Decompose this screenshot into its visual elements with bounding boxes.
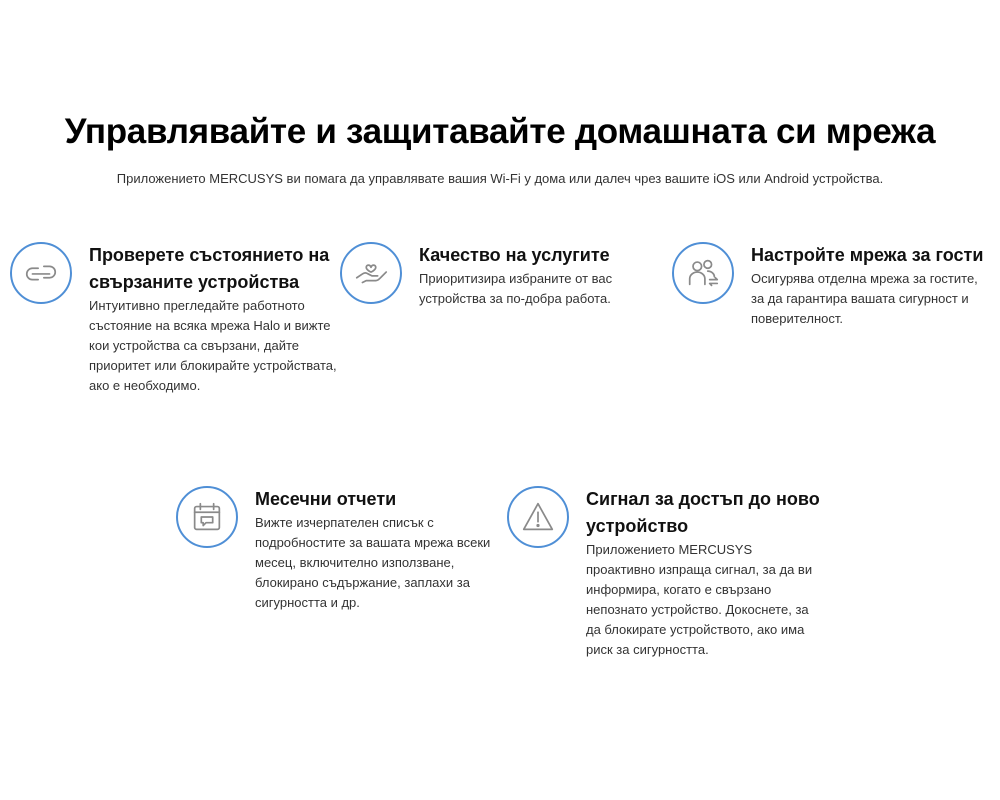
page-title: Управлявайте и защитавайте домашната си мрежа	[64, 112, 936, 151]
guests-icon	[672, 242, 734, 304]
feature-description: Интуитивно прегледайте работното състояние на всяка мрежа Halo и вижте кои устройства са свързани, дайте приоритет или блокирайте устройствата, ако е необходимо.	[89, 298, 337, 393]
warning-icon	[507, 486, 569, 548]
feature-description: Приложението MERCUSYS проактивно изпраща сигнал, за да ви информира, когато е свързано непознато устройство. Докоснете, за да блокирате устройството, ако има риск за сигурността.	[586, 542, 813, 657]
feature-description: Приоритизира избраните от вас устройства за по-добра работа.	[419, 271, 613, 306]
feature-description: Осигурява отделна мрежа за гостите, за да гарантира вашата сигурност и поверителност.	[751, 271, 978, 326]
feature-title: Проверете състоянието на свързаните устройства	[89, 245, 330, 292]
feature-title: Качество на услугите	[419, 245, 610, 265]
page-subtitle: Приложението MERCUSYS ви помага да управлявате вашия Wi-Fi у дома или далеч чрез вашите iOS или Android устройства.	[116, 171, 884, 186]
feature-description: Вижте изчерпателен списък с подробностите за вашата мрежа всеки месец, включително използване, блокирано съдържание, заплахи за сигурността и др.	[255, 515, 491, 610]
hand-icon	[340, 242, 402, 304]
link-icon	[10, 242, 72, 304]
calendar-icon	[176, 486, 238, 548]
feature-title: Сигнал за достъп до ново устройство	[586, 489, 820, 536]
feature-title: Настройте мрежа за гости	[751, 245, 984, 265]
feature-title: Месечни отчети	[255, 489, 397, 509]
